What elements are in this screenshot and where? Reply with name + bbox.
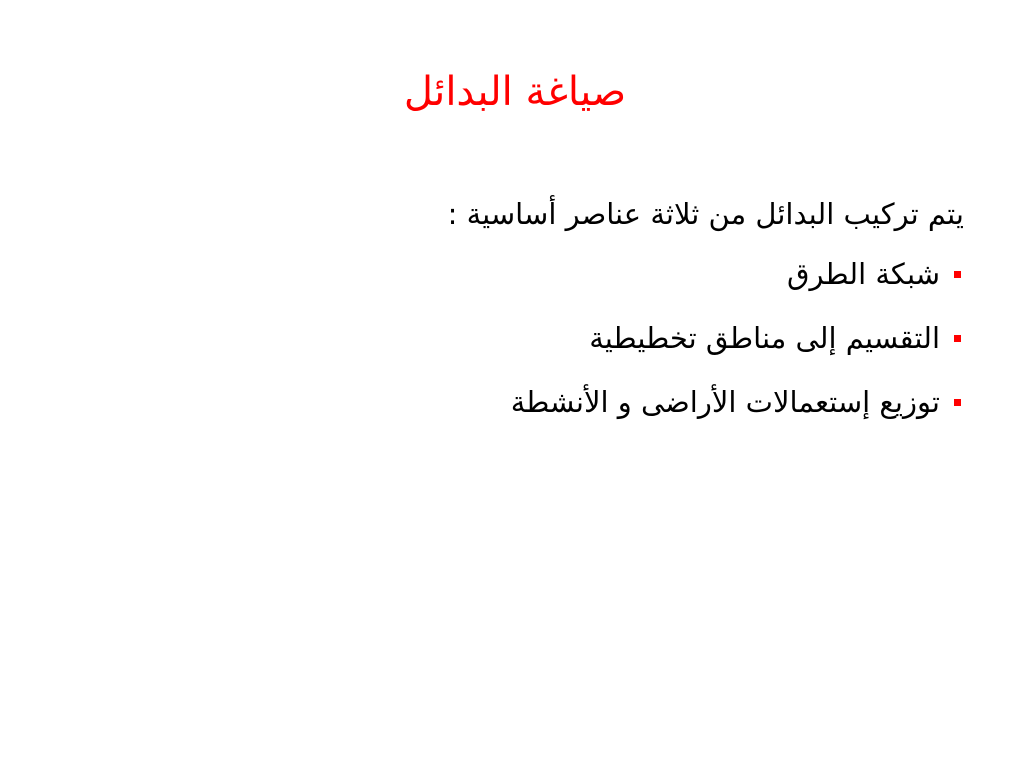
bullet-item-road-network [284,250,964,298]
slide-body [284,190,964,442]
slide-title-text: صياغة البدائل [403,69,627,115]
red-square-bullet-icon [954,399,961,406]
bullet-item-planning-zones [284,314,964,362]
bullet-item-land-use [284,378,964,426]
bullet-text: التقسيم إلى مناطق تخطيطية [589,321,940,355]
bullet-text: توزيع إستعمالات الأراضى و الأنشطة [510,385,940,419]
intro-text: يتم تركيب البدائل من ثلاثة عناصر أساسية : [447,197,964,231]
bullet-list [284,250,964,426]
red-square-bullet-icon [954,335,961,342]
bullet-text: شبكة الطرق [786,257,940,291]
slide-title [0,62,1024,122]
red-square-bullet-icon [954,271,961,278]
